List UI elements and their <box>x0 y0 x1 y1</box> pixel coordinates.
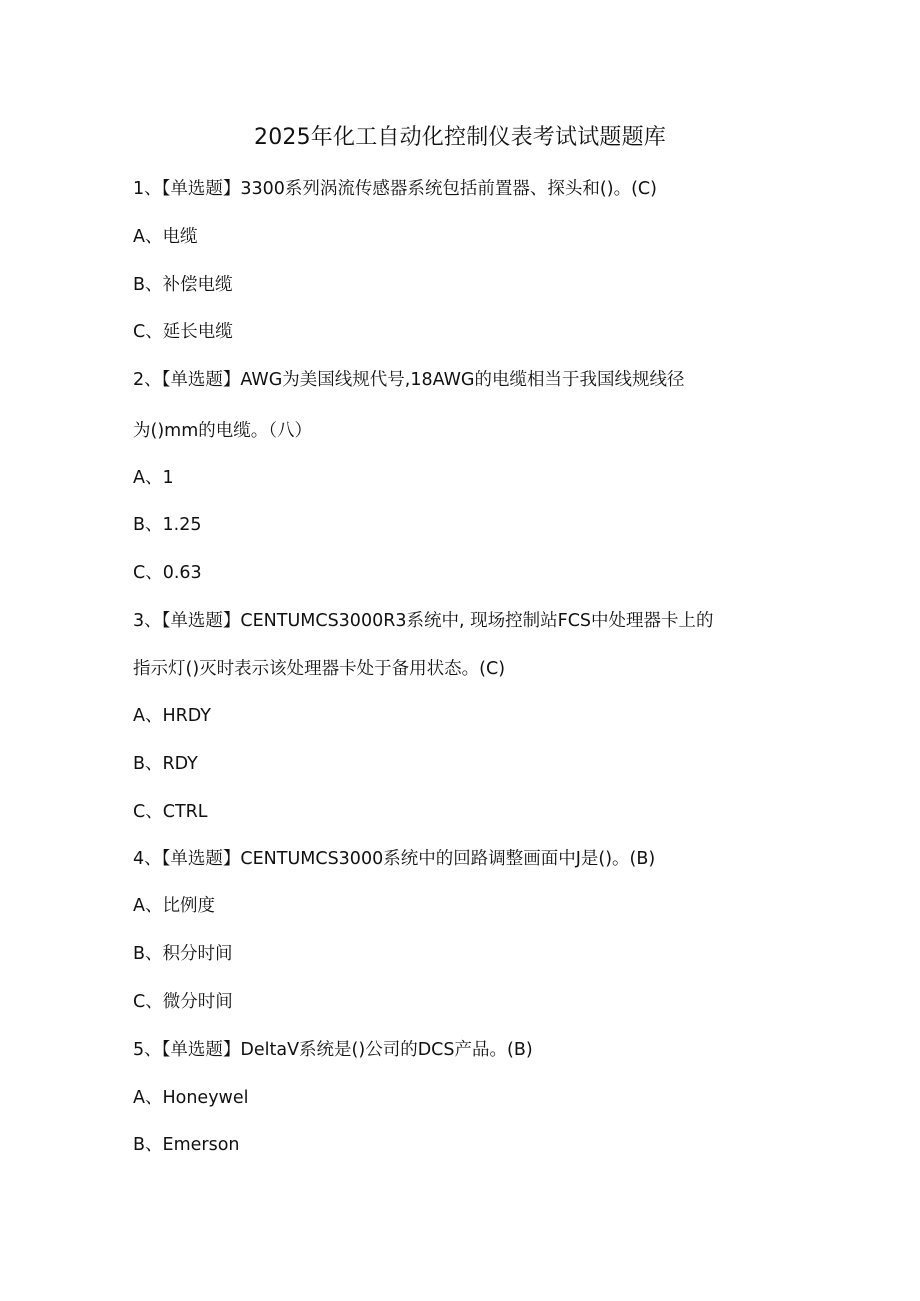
question-2-option-a: A、1 <box>133 468 174 488</box>
question-4-stem: 4、【单选题】CENTUMCS3000系统中的回路调整画面中J是()。(B) <box>133 849 656 869</box>
question-4-option-a: A、比例度 <box>133 896 215 916</box>
question-1-option-b: B、补偿电缆 <box>133 275 233 295</box>
question-1-option-a: A、电缆 <box>133 227 198 247</box>
question-2-stem-line-2: 为()mm的电缆。（八） <box>133 421 312 441</box>
question-1-stem: 1、【单选题】3300系列涡流传感器系统包括前置器、探头和()。(C) <box>133 179 657 199</box>
question-5-option-a: A、Honeywel <box>133 1088 249 1108</box>
question-3-option-c: C、CTRL <box>133 802 208 822</box>
document-title: 2025年化工自动化控制仪表考试试题题库 <box>254 125 666 150</box>
question-3-option-a: A、HRDY <box>133 706 211 726</box>
question-2-option-c: C、0.63 <box>133 563 202 583</box>
question-4-option-b: B、积分时间 <box>133 944 233 964</box>
question-5-option-b: B、Emerson <box>133 1135 240 1155</box>
question-5-stem: 5、【单选题】DeltaV系统是()公司的DCS产品。(B) <box>133 1040 533 1060</box>
question-3-stem-line-2: 指示灯()灭时表示该处理器卡处于备用状态。(C) <box>133 659 506 679</box>
question-2-stem-line-1: 2、【单选题】AWG为美国线规代号,18AWG的电缆相当于我国线规线径 <box>133 370 685 390</box>
question-1-option-c: C、延长电缆 <box>133 322 233 342</box>
question-2-option-b: B、1.25 <box>133 515 202 535</box>
question-3-stem-line-1: 3、【单选题】CENTUMCS3000R3系统中, 现场控制站FCS中处理器卡上的 <box>133 611 714 631</box>
question-4-option-c: C、微分时间 <box>133 992 233 1012</box>
question-3-option-b: B、RDY <box>133 754 198 774</box>
